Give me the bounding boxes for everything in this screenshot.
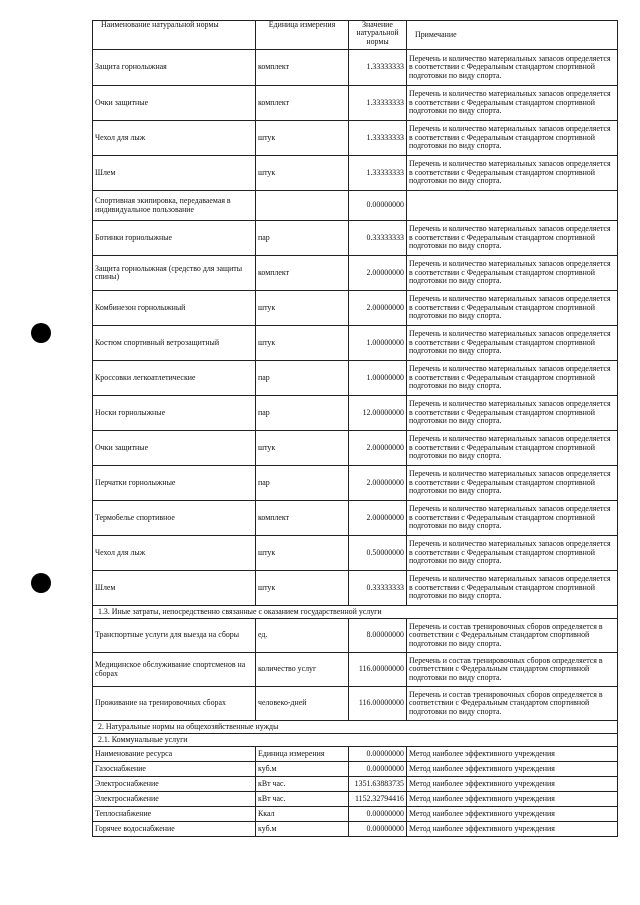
row-unit-cell: ед. [256, 619, 349, 653]
row-name-cell: Спортивная экипировка, передаваемая в индивидуальное пользование [93, 191, 256, 221]
row-name-cell: Электроснабжение [93, 777, 256, 792]
table-row [93, 777, 618, 792]
row-note-cell: Перечень и количество материальных запасов определяется в соответствии с Федеральным стандартом спортивной подготовки по виду спорта. [407, 326, 618, 361]
header-unit: Единица измерения [256, 21, 349, 50]
row-unit-cell: Единица измерения [256, 747, 349, 762]
row-value-cell: 1.33333333 [349, 50, 407, 86]
row-note-cell: Перечень и количество материальных запасов определяется в соответствии с Федеральным стандартом спортивной подготовки по виду спорта. [407, 221, 618, 256]
row-unit-cell: комплект [256, 256, 349, 291]
row-unit-cell: человеко-дней [256, 687, 349, 721]
row-name-cell: Костюм спортивный ветрозащитный [93, 326, 256, 361]
row-note-cell: Метод наиболее эффективного учреждения [407, 747, 618, 762]
row-value-cell: 0.33333333 [349, 571, 407, 606]
table-row [93, 221, 618, 256]
row-note-cell: Перечень и количество материальных запасов определяется в соответствии с Федеральным стандартом спортивной подготовки по виду спорта. [407, 466, 618, 501]
row-value-cell: 2.00000000 [349, 256, 407, 291]
row-note-cell: Перечень и состав тренировочных сборов определяется в соответствии с Федеральным стандартом спортивной подготовки по виду спорта. [407, 619, 618, 653]
table-row [93, 50, 618, 86]
row-note-cell: Перечень и количество материальных запасов определяется в соответствии с Федеральным стандартом спортивной подготовки по виду спорта. [407, 361, 618, 396]
section-2-title: 2. Натуральные нормы на общехозяйственные нужды [93, 721, 618, 734]
row-unit-cell: куб.м [256, 822, 349, 837]
section-2-1-title: 2.1. Коммунальные услуги [93, 734, 618, 747]
punch-hole-upper [31, 323, 51, 343]
section-row [93, 721, 618, 734]
row-value-cell: 1.33333333 [349, 156, 407, 191]
row-note-cell: Перечень и количество материальных запасов определяется в соответствии с Федеральным стандартом спортивной подготовки по виду спорта. [407, 50, 618, 86]
table-row [93, 291, 618, 326]
table-header-row [93, 21, 618, 50]
row-value-cell: 0.00000000 [349, 191, 407, 221]
row-value-cell: 12.00000000 [349, 396, 407, 431]
section-1-3-title: 1.3. Иные затраты, непосредственно связанные с оказанием государственной услуги [93, 606, 618, 619]
table-row [93, 501, 618, 536]
row-unit-cell: количество услуг [256, 653, 349, 687]
row-value-cell: 0.33333333 [349, 221, 407, 256]
row-value-cell: 0.00000000 [349, 747, 407, 762]
row-value-cell: 1.00000000 [349, 326, 407, 361]
table-row [93, 326, 618, 361]
row-value-cell: 2.00000000 [349, 431, 407, 466]
row-note-cell: Перечень и количество материальных запасов определяется в соответствии с Федеральным стандартом спортивной подготовки по виду спорта. [407, 256, 618, 291]
row-value-cell: 0.00000000 [349, 822, 407, 837]
row-value-cell: 2.00000000 [349, 466, 407, 501]
row-name-cell: Наименование ресурса [93, 747, 256, 762]
row-value-cell: 1.00000000 [349, 361, 407, 396]
table-row [93, 536, 618, 571]
header-value: Значение натуральной нормы [349, 21, 407, 50]
row-unit-cell: штук [256, 156, 349, 191]
header-note: Примечание [407, 21, 618, 50]
row-value-cell: 1.33333333 [349, 121, 407, 156]
row-unit-cell: Ккал [256, 807, 349, 822]
section-row [93, 606, 618, 619]
row-value-cell: 1152.32794416 [349, 792, 407, 807]
table-row [93, 653, 618, 687]
row-note-cell: Метод наиболее эффективного учреждения [407, 762, 618, 777]
row-value-cell: 0.50000000 [349, 536, 407, 571]
row-name-cell: Чехол для лыж [93, 536, 256, 571]
row-note-cell: Метод наиболее эффективного учреждения [407, 777, 618, 792]
table-row [93, 571, 618, 606]
row-name-cell: Носки горнолыжные [93, 396, 256, 431]
punch-hole-lower [31, 573, 51, 593]
row-unit-cell: комплект [256, 50, 349, 86]
row-note-cell: Перечень и количество материальных запасов определяется в соответствии с Федеральным стандартом спортивной подготовки по виду спорта. [407, 536, 618, 571]
natural-norms-table [92, 20, 618, 837]
row-name-cell: Шлем [93, 156, 256, 191]
row-name-cell: Шлем [93, 571, 256, 606]
row-value-cell: 0.00000000 [349, 807, 407, 822]
row-name-cell: Термобелье спортивное [93, 501, 256, 536]
row-note-cell: Перечень и количество материальных запасов определяется в соответствии с Федеральным стандартом спортивной подготовки по виду спорта. [407, 291, 618, 326]
row-unit-cell: штук [256, 326, 349, 361]
row-note-cell: Перечень и количество материальных запасов определяется в соответствии с Федеральным стандартом спортивной подготовки по виду спорта. [407, 571, 618, 606]
table-row [93, 121, 618, 156]
row-note-cell: Перечень и количество материальных запасов определяется в соответствии с Федеральным стандартом спортивной подготовки по виду спорта. [407, 431, 618, 466]
table-row [93, 396, 618, 431]
row-note-cell: Перечень и состав тренировочных сборов определяется в соответствии с Федеральным стандартом спортивной подготовки по виду спорта. [407, 653, 618, 687]
row-unit-cell: штук [256, 121, 349, 156]
row-note-cell: Перечень и количество материальных запасов определяется в соответствии с Федеральным стандартом спортивной подготовки по виду спорта. [407, 396, 618, 431]
row-name-cell: Кроссовки легкоатлетические [93, 361, 256, 396]
table-row [93, 792, 618, 807]
table-row [93, 156, 618, 191]
row-unit-cell: штук [256, 431, 349, 466]
table-row [93, 191, 618, 221]
row-value-cell: 2.00000000 [349, 291, 407, 326]
row-unit-cell [256, 191, 349, 221]
table-row [93, 807, 618, 822]
table-row [93, 256, 618, 291]
row-unit-cell: пар [256, 221, 349, 256]
row-note-cell [407, 191, 618, 221]
row-unit-cell: пар [256, 466, 349, 501]
row-unit-cell: штук [256, 536, 349, 571]
row-value-cell: 1351.63883735 [349, 777, 407, 792]
row-name-cell: Медицинское обслуживание спортсменов на сборах [93, 653, 256, 687]
row-unit-cell: пар [256, 396, 349, 431]
table-row [93, 619, 618, 653]
table-row [93, 762, 618, 777]
row-name-cell: Защита горнолыжная [93, 50, 256, 86]
row-unit-cell: кВт час. [256, 792, 349, 807]
row-value-cell: 116.00000000 [349, 687, 407, 721]
row-name-cell: Электроснабжение [93, 792, 256, 807]
row-name-cell: Защита горнолыжная (средство для защиты спины) [93, 256, 256, 291]
row-note-cell: Метод наиболее эффективного учреждения [407, 807, 618, 822]
row-unit-cell: штук [256, 291, 349, 326]
row-value-cell: 116.00000000 [349, 653, 407, 687]
row-note-cell: Перечень и количество материальных запасов определяется в соответствии с Федеральным стандартом спортивной подготовки по виду спорта. [407, 501, 618, 536]
row-name-cell: Газоснабжение [93, 762, 256, 777]
row-name-cell: Перчатки горнолыжные [93, 466, 256, 501]
table-row [93, 431, 618, 466]
row-unit-cell: пар [256, 361, 349, 396]
row-note-cell: Перечень и количество материальных запасов определяется в соответствии с Федеральным стандартом спортивной подготовки по виду спорта. [407, 121, 618, 156]
table-row [93, 747, 618, 762]
row-unit-cell: комплект [256, 501, 349, 536]
row-note-cell: Перечень и количество материальных запасов определяется в соответствии с Федеральным стандартом спортивной подготовки по виду спорта. [407, 156, 618, 191]
row-value-cell: 0.00000000 [349, 762, 407, 777]
row-unit-cell: штук [256, 571, 349, 606]
table-row [93, 466, 618, 501]
row-note-cell: Перечень и состав тренировочных сборов определяется в соответствии с Федеральным стандартом спортивной подготовки по виду спорта. [407, 687, 618, 721]
row-name-cell: Ботинки горнолыжные [93, 221, 256, 256]
row-unit-cell: куб.м [256, 762, 349, 777]
row-name-cell: Очки защитные [93, 431, 256, 466]
table-row [93, 361, 618, 396]
row-name-cell: Транспортные услуги для выезда на сборы [93, 619, 256, 653]
row-value-cell: 1.33333333 [349, 86, 407, 121]
row-note-cell: Метод наиболее эффективного учреждения [407, 822, 618, 837]
row-note-cell: Перечень и количество материальных запасов определяется в соответствии с Федеральным стандартом спортивной подготовки по виду спорта. [407, 86, 618, 121]
row-name-cell: Очки защитные [93, 86, 256, 121]
row-unit-cell: комплект [256, 86, 349, 121]
header-name: Наименование натуральной нормы [93, 21, 256, 50]
row-value-cell: 8.00000000 [349, 619, 407, 653]
row-name-cell: Горячее водоснабжение [93, 822, 256, 837]
table-row [93, 86, 618, 121]
table-row [93, 822, 618, 837]
row-unit-cell: кВт час. [256, 777, 349, 792]
row-value-cell: 2.00000000 [349, 501, 407, 536]
section-row [93, 734, 618, 747]
row-note-cell: Метод наиболее эффективного учреждения [407, 792, 618, 807]
table-row [93, 687, 618, 721]
row-name-cell: Проживание на тренировочных сборах [93, 687, 256, 721]
row-name-cell: Теплоснабжение [93, 807, 256, 822]
row-name-cell: Комбинезон горнолыжный [93, 291, 256, 326]
row-name-cell: Чехол для лыж [93, 121, 256, 156]
